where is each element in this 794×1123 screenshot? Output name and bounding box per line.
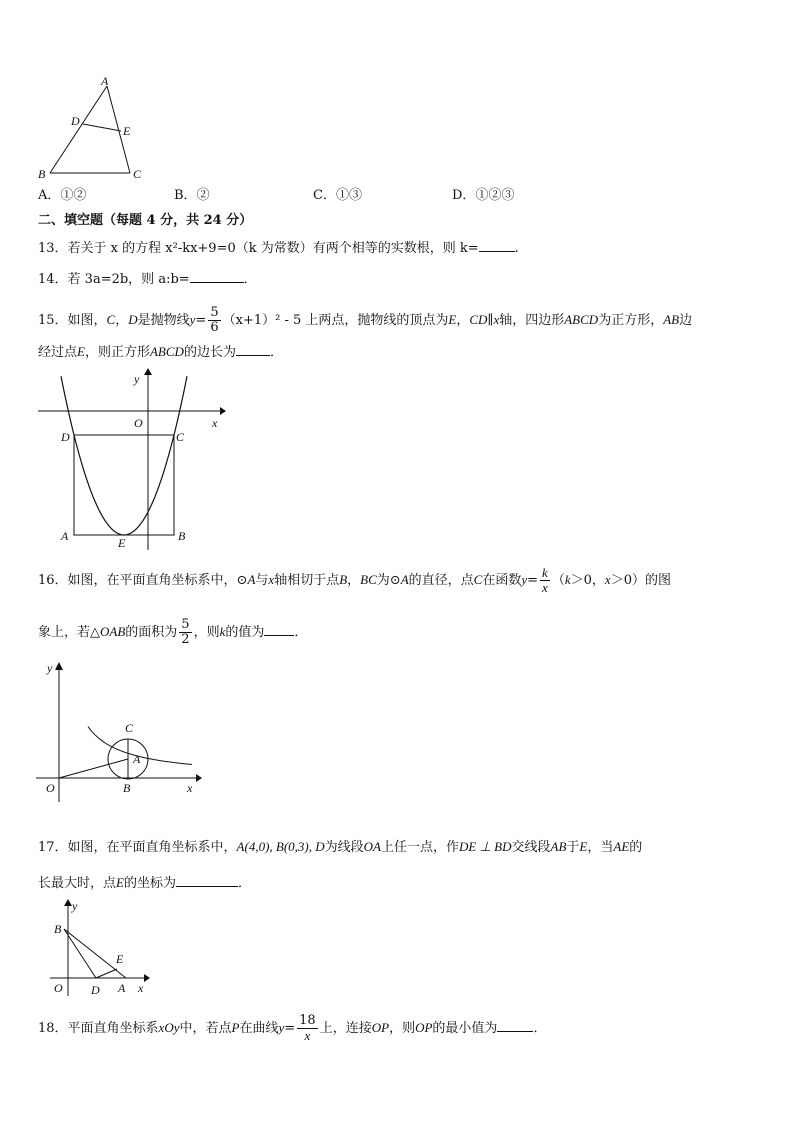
- answer-blank: [236, 343, 270, 356]
- punct: ．: [243, 272, 257, 287]
- text: 交线段: [511, 840, 551, 855]
- answer-blank: [264, 623, 294, 636]
- answer-blank: [479, 239, 515, 252]
- text: ，: [347, 573, 361, 588]
- label-E: E: [118, 536, 126, 550]
- text: 在曲线: [239, 1021, 279, 1036]
- label-D: D: [61, 430, 70, 444]
- option-letter: D．: [452, 188, 476, 203]
- var: xOy: [158, 1020, 180, 1035]
- text: 中，若点: [179, 1021, 232, 1036]
- option-letter: C．: [313, 188, 336, 203]
- var: BC: [360, 572, 377, 587]
- label-A: A: [118, 981, 126, 995]
- fraction: [208, 306, 220, 335]
- text: =: [195, 313, 207, 328]
- denominator: x: [304, 1028, 311, 1043]
- numerator: 5: [210, 305, 219, 320]
- circle-hyperbola-figure-q16: [30, 656, 210, 806]
- answer-blank: [190, 270, 244, 283]
- var: B: [339, 572, 348, 587]
- label-E: E: [123, 124, 131, 138]
- label-y: y: [72, 899, 78, 913]
- label-B: B: [178, 529, 186, 543]
- question-16-line2: [38, 618, 307, 647]
- var: x: [604, 572, 611, 587]
- question-15-line1: [38, 306, 692, 335]
- question-text: 13．若关于 x 的方程 x²-kx+9=0（k 为常数）有两个相等的实数根，则 k=: [38, 241, 479, 256]
- var: OAB: [100, 624, 126, 639]
- text: 16．如图，在平面直角坐标系中，⊙: [38, 573, 248, 588]
- question-17-line1: [38, 838, 642, 857]
- var: k: [219, 624, 226, 639]
- fraction: [540, 566, 550, 595]
- denominator: x: [542, 580, 548, 595]
- text: 为正方形，: [598, 313, 664, 328]
- text: =: [284, 1021, 296, 1036]
- denominator: 6: [210, 320, 219, 335]
- var: C: [473, 572, 483, 587]
- text: 轴，四边形: [499, 313, 565, 328]
- text: ，: [456, 313, 470, 328]
- label-B: B: [54, 922, 62, 936]
- label-C: C: [125, 721, 134, 735]
- text: 17．如图，在平面直角坐标系中，: [38, 840, 237, 855]
- denominator: 2: [181, 632, 190, 647]
- text: 经过点: [38, 345, 78, 360]
- punct: ．: [269, 345, 283, 360]
- text: 的坐标为: [123, 876, 176, 891]
- question-13: [38, 239, 519, 258]
- question-18: [38, 1014, 546, 1043]
- label-O: O: [46, 781, 55, 795]
- var: x: [493, 312, 500, 327]
- option-letter: B．: [174, 188, 197, 203]
- text: ，: [115, 313, 129, 328]
- var: A: [247, 572, 256, 587]
- text: 于: [566, 840, 580, 855]
- punct: ．: [533, 1021, 547, 1036]
- label-O: O: [54, 981, 63, 995]
- var: E: [77, 344, 85, 359]
- section-title: 二、填空题（每题 4 分，共 24 分）: [38, 213, 253, 228]
- var: A(4,0), B(0,3), D: [236, 839, 325, 854]
- numerator: 18: [299, 1013, 316, 1028]
- text: ，则: [389, 1021, 416, 1036]
- var: CD: [469, 312, 488, 327]
- text: 的面积为: [125, 625, 178, 640]
- triangle-figure-q12: [30, 74, 150, 184]
- text: 的直径，点: [408, 573, 474, 588]
- question-14: [38, 270, 257, 289]
- text: 上，连接: [319, 1021, 372, 1036]
- text: ，则: [193, 625, 220, 640]
- fraction: [297, 1014, 318, 1043]
- question-16-line1: [38, 566, 671, 595]
- option-value: ②: [196, 188, 210, 203]
- text: ∥: [487, 313, 494, 328]
- label-x: x: [138, 981, 144, 995]
- text: ，当: [587, 840, 614, 855]
- option-a: [38, 187, 86, 205]
- var: x: [268, 572, 275, 587]
- var: P: [231, 1020, 240, 1035]
- var: AB: [550, 839, 567, 854]
- question-17-line2: [38, 874, 251, 893]
- var: D: [128, 312, 138, 327]
- var: y: [521, 572, 528, 587]
- question-15-line2: [38, 343, 283, 362]
- label-A: A: [61, 529, 69, 543]
- label-x: x: [212, 416, 218, 430]
- triangle-figure-q17: [46, 896, 166, 1000]
- text: （x+1）² - 5 上两点，抛物线的顶点为: [222, 313, 449, 328]
- text: 为⊙: [376, 573, 401, 588]
- label-D: D: [71, 114, 80, 128]
- label-A: A: [101, 74, 109, 88]
- text: 是抛物线: [137, 313, 190, 328]
- numerator: 5: [181, 617, 190, 632]
- var: y: [189, 312, 196, 327]
- text: =: [527, 573, 539, 588]
- var: DE ⊥ BD: [459, 839, 512, 854]
- text: 18．平面直角坐标系: [38, 1021, 159, 1036]
- var: k: [564, 572, 571, 587]
- var: OP: [415, 1020, 433, 1035]
- option-letter: A．: [38, 188, 61, 203]
- label-y: y: [47, 661, 53, 675]
- punct: ．: [294, 625, 308, 640]
- fraction: [179, 618, 191, 647]
- text: 与: [255, 573, 269, 588]
- label-x: x: [187, 781, 193, 795]
- var: E: [448, 312, 457, 327]
- text: 轴相切于点: [274, 573, 340, 588]
- var: ABCD: [149, 344, 184, 359]
- question-text: 14．若 3a=2b，则 a:b=: [38, 272, 190, 287]
- var: C: [106, 312, 116, 327]
- text: 的: [629, 840, 643, 855]
- label-E: E: [116, 952, 124, 966]
- text: 长最大时，点: [38, 876, 117, 891]
- option-value: ①③: [335, 188, 362, 203]
- option-value: ①②③: [475, 188, 515, 203]
- var: A: [400, 572, 409, 587]
- label-B: B: [123, 781, 131, 795]
- punct: .: [514, 241, 519, 256]
- label-A: A: [133, 752, 141, 766]
- punct: ．: [237, 876, 251, 891]
- text: 为线段: [324, 840, 364, 855]
- var: E: [116, 875, 124, 890]
- text: （: [551, 573, 565, 588]
- text: 的最小值为: [432, 1021, 498, 1036]
- parabola-figure-q15: [30, 365, 230, 555]
- text: 上任一点，作: [381, 840, 460, 855]
- option-d: [452, 187, 514, 205]
- label-C: C: [176, 430, 185, 444]
- var: AB: [663, 312, 680, 327]
- text: 的值为: [225, 625, 265, 640]
- text: ，则正方形: [84, 345, 150, 360]
- text: 的边长为: [183, 345, 236, 360]
- numerator: k: [542, 565, 548, 580]
- var: AE: [613, 839, 630, 854]
- option-value: ①②: [60, 188, 87, 203]
- label-D: D: [91, 983, 100, 997]
- var: OP: [371, 1020, 390, 1035]
- var: E: [579, 839, 588, 854]
- label-O: O: [134, 416, 143, 430]
- label-B: B: [38, 167, 46, 181]
- var: y: [278, 1020, 285, 1035]
- var: OA: [363, 839, 381, 854]
- label-C: C: [133, 167, 142, 181]
- text: 边: [679, 313, 693, 328]
- text: 象上，若△: [38, 625, 100, 640]
- text: ＞0）的图: [610, 573, 671, 588]
- label-y: y: [134, 372, 140, 386]
- option-c: [313, 187, 362, 205]
- text: ＞0，: [570, 573, 605, 588]
- text: 15．如图，: [38, 313, 107, 328]
- var: ABCD: [564, 312, 599, 327]
- answer-blank: [176, 874, 238, 887]
- option-b: [174, 187, 210, 205]
- answer-blank: [497, 1019, 533, 1032]
- text: 在函数: [482, 573, 522, 588]
